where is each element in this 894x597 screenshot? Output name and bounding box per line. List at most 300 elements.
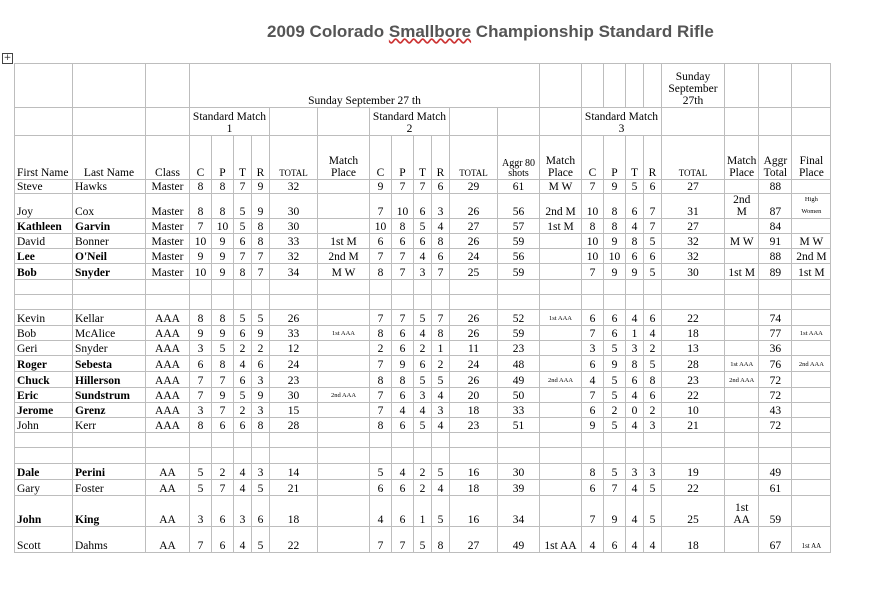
- cell-match-total: 18: [450, 403, 498, 418]
- header-class: Class: [146, 136, 190, 180]
- cell-score: 4: [626, 496, 644, 527]
- cell-match-place: [540, 388, 582, 403]
- header-t3: T: [626, 136, 644, 180]
- empty-cell: [432, 433, 450, 448]
- cell-match-place: [540, 464, 582, 480]
- cell-match-total: 29: [450, 180, 498, 194]
- cell-score: 4: [626, 310, 644, 326]
- cell-match-place: 1st AA: [725, 496, 759, 527]
- cell-final-place: [792, 310, 831, 326]
- empty-cell: [234, 448, 252, 464]
- cell-match-place: [318, 464, 370, 480]
- cell-score: 3: [414, 264, 432, 280]
- cell-aggr-total: 76: [759, 356, 792, 372]
- cell-score: 8: [190, 194, 212, 219]
- cell-match-place: 2nd M: [540, 194, 582, 219]
- cell-score: 6: [626, 194, 644, 219]
- empty-cell: [318, 295, 370, 310]
- cell-match-place: [725, 480, 759, 496]
- cell-score: 6: [604, 527, 626, 553]
- cell-score: 7: [644, 219, 662, 234]
- empty-cell: [725, 295, 759, 310]
- cell-aggr-80: 33: [498, 403, 540, 418]
- cell-class: AAA: [146, 388, 190, 403]
- cell-match-place: [540, 249, 582, 264]
- cell-last-name: Cox: [73, 194, 146, 219]
- cell-class: AAA: [146, 341, 190, 356]
- header-row-date: [15, 64, 831, 108]
- spacer-row: [15, 433, 831, 448]
- header-aggr-80: Aggr 80 shots: [498, 136, 540, 180]
- header-match-3: Standard Match 3: [582, 108, 662, 136]
- cell-aggr-total: 88: [759, 180, 792, 194]
- cell-final-place: High Women: [792, 194, 831, 219]
- cell-score: 3: [414, 388, 432, 403]
- cell-score: 3: [190, 496, 212, 527]
- empty-cell: [759, 295, 792, 310]
- empty-cell: [626, 433, 644, 448]
- cell-match-place: [540, 496, 582, 527]
- header-total-1: TOTAL: [270, 136, 318, 180]
- cell-match-place: M W: [318, 264, 370, 280]
- header-total-2: TOTAL: [450, 136, 498, 180]
- cell-match-total: 14: [270, 464, 318, 480]
- cell-match-place: [318, 194, 370, 219]
- cell-match-place: [540, 356, 582, 372]
- empty-cell: [190, 295, 212, 310]
- cell-match-total: 23: [270, 372, 318, 388]
- empty-cell: [540, 448, 582, 464]
- cell-score: 8: [212, 310, 234, 326]
- cell-match-total: 10: [662, 403, 725, 418]
- cell-aggr-total: 36: [759, 341, 792, 356]
- cell-score: 5: [414, 527, 432, 553]
- cell-score: 2: [212, 464, 234, 480]
- cell-match-place: [725, 326, 759, 341]
- cell-score: 2: [644, 341, 662, 356]
- cell-score: 8: [212, 356, 234, 372]
- cell-score: 6: [234, 372, 252, 388]
- cell-match-place: 1st AAA: [725, 356, 759, 372]
- empty-cell: [626, 295, 644, 310]
- cell-score: 5: [414, 310, 432, 326]
- cell-last-name: King: [73, 496, 146, 527]
- cell-score: 2: [414, 480, 432, 496]
- header-first-name: First Name: [15, 136, 73, 180]
- cell-aggr-80: 59: [498, 234, 540, 249]
- cell-score: 6: [604, 310, 626, 326]
- cell-match-total: 26: [450, 326, 498, 341]
- cell-score: 6: [626, 249, 644, 264]
- cell-match-place: [318, 341, 370, 356]
- cell-match-place: [725, 219, 759, 234]
- cell-final-place: 1st AA: [792, 527, 831, 553]
- cell-score: 4: [432, 418, 450, 433]
- cell-aggr-80: 50: [498, 388, 540, 403]
- cell-score: 8: [190, 310, 212, 326]
- cell-aggr-total: 72: [759, 372, 792, 388]
- cell-score: 8: [370, 372, 392, 388]
- cell-score: 6: [644, 180, 662, 194]
- cell-score: 5: [234, 310, 252, 326]
- cell-score: 7: [392, 264, 414, 280]
- cell-match-place: 2nd AAA: [540, 372, 582, 388]
- cell-score: 9: [252, 388, 270, 403]
- cell-score: 9: [252, 180, 270, 194]
- empty-cell: [644, 448, 662, 464]
- cell-match-total: 26: [450, 310, 498, 326]
- cell-score: 9: [212, 326, 234, 341]
- table-row: [15, 372, 831, 388]
- header-date: Sunday September 27 th: [190, 64, 540, 108]
- cell-score: 4: [414, 326, 432, 341]
- empty-cell: [792, 433, 831, 448]
- cell-match-total: 30: [270, 194, 318, 219]
- cell-score: 7: [190, 388, 212, 403]
- cell-score: 4: [626, 480, 644, 496]
- cell-score: 3: [190, 403, 212, 418]
- cell-match-place: [540, 234, 582, 249]
- empty-cell: [604, 295, 626, 310]
- cell-score: 8: [626, 356, 644, 372]
- cell-class: AA: [146, 464, 190, 480]
- cell-match-place: [318, 496, 370, 527]
- cell-score: 6: [582, 480, 604, 496]
- cell-score: 6: [234, 418, 252, 433]
- cell-score: 4: [432, 219, 450, 234]
- cell-score: 9: [212, 234, 234, 249]
- cell-score: 6: [432, 249, 450, 264]
- cell-aggr-total: 61: [759, 480, 792, 496]
- title-part-3: Championship Standard Rifle: [471, 22, 714, 41]
- cell-score: 4: [626, 388, 644, 403]
- cell-score: 6: [432, 180, 450, 194]
- empty-cell: [604, 433, 626, 448]
- cell-aggr-total: 87: [759, 194, 792, 219]
- header-r3: R: [644, 136, 662, 180]
- spacer-row: [15, 448, 831, 464]
- empty-cell: [604, 280, 626, 295]
- cell-score: 5: [414, 418, 432, 433]
- cell-score: 8: [190, 180, 212, 194]
- cell-first-name: Scott: [15, 527, 73, 553]
- cell-score: 4: [234, 527, 252, 553]
- cell-score: 5: [252, 480, 270, 496]
- cell-score: 0: [626, 403, 644, 418]
- cell-score: 4: [644, 326, 662, 341]
- cell-match-place: 1st M: [540, 219, 582, 234]
- cell-aggr-80: 56: [498, 194, 540, 219]
- cell-score: 5: [644, 496, 662, 527]
- cell-score: 2: [432, 356, 450, 372]
- empty-cell: [644, 280, 662, 295]
- cell-score: 6: [626, 372, 644, 388]
- cell-score: 5: [234, 388, 252, 403]
- empty-cell: [15, 433, 73, 448]
- table-row: [15, 388, 831, 403]
- cell-score: 9: [190, 249, 212, 264]
- cell-score: 6: [392, 341, 414, 356]
- header-date-right: Sunday September 27th: [662, 64, 725, 108]
- cell-score: 7: [392, 310, 414, 326]
- cell-score: 5: [234, 194, 252, 219]
- cell-score: 8: [604, 194, 626, 219]
- cell-first-name: Bob: [15, 264, 73, 280]
- cell-score: 4: [644, 527, 662, 553]
- title-part-1: 2009 Colorado: [267, 22, 389, 41]
- cell-aggr-total: 59: [759, 496, 792, 527]
- cell-last-name: Sundstrum: [73, 388, 146, 403]
- empty-cell: [15, 295, 73, 310]
- cell-score: 7: [582, 496, 604, 527]
- cell-score: 1: [626, 326, 644, 341]
- cell-score: 5: [432, 496, 450, 527]
- cell-score: 4: [234, 356, 252, 372]
- cell-match-total: 18: [450, 480, 498, 496]
- cell-score: 5: [234, 219, 252, 234]
- cell-score: 8: [252, 219, 270, 234]
- cell-aggr-80: 49: [498, 372, 540, 388]
- header-match-place-3: Match Place: [725, 136, 759, 180]
- cell-match-total: 18: [662, 527, 725, 553]
- cell-score: 6: [582, 356, 604, 372]
- cell-first-name: Eric: [15, 388, 73, 403]
- table-row: [15, 496, 831, 527]
- cell-final-place: [792, 219, 831, 234]
- cell-class: AAA: [146, 418, 190, 433]
- cell-score: 3: [252, 403, 270, 418]
- cell-match-place: [318, 310, 370, 326]
- cell-class: Master: [146, 264, 190, 280]
- table-row: [15, 194, 831, 219]
- cell-score: 8: [370, 264, 392, 280]
- cell-match-total: 21: [662, 418, 725, 433]
- title-part-2: Smallbore: [388, 22, 472, 41]
- cell-final-place: [792, 418, 831, 433]
- empty-cell: [146, 280, 190, 295]
- cell-match-total: 32: [270, 249, 318, 264]
- cell-score: 2: [234, 341, 252, 356]
- cell-match-total: 28: [270, 418, 318, 433]
- cell-match-total: 30: [662, 264, 725, 280]
- cell-match-place: [318, 403, 370, 418]
- cell-match-total: 11: [450, 341, 498, 356]
- cell-match-place: [318, 356, 370, 372]
- empty-cell: [212, 433, 234, 448]
- cell-score: 6: [582, 310, 604, 326]
- empty-cell: [392, 280, 414, 295]
- cell-score: 7: [190, 372, 212, 388]
- cell-match-place: [540, 418, 582, 433]
- cell-match-total: 16: [450, 464, 498, 480]
- header-r1: R: [252, 136, 270, 180]
- cell-score: 6: [234, 326, 252, 341]
- cell-first-name: David: [15, 234, 73, 249]
- cell-score: 7: [252, 264, 270, 280]
- cell-aggr-total: 72: [759, 418, 792, 433]
- cell-class: AAA: [146, 403, 190, 418]
- empty-cell: [73, 448, 146, 464]
- cell-aggr-total: 49: [759, 464, 792, 480]
- cell-score: 6: [392, 418, 414, 433]
- cell-score: 6: [392, 480, 414, 496]
- cell-first-name: Kathleen: [15, 219, 73, 234]
- cell-score: 10: [582, 249, 604, 264]
- cell-score: 10: [190, 264, 212, 280]
- cell-first-name: Joy: [15, 194, 73, 219]
- cell-score: 2: [370, 341, 392, 356]
- cell-score: 6: [234, 234, 252, 249]
- empty-cell: [662, 448, 725, 464]
- cell-aggr-80: 56: [498, 249, 540, 264]
- cell-score: 8: [190, 418, 212, 433]
- cell-first-name: Roger: [15, 356, 73, 372]
- cell-first-name: Dale: [15, 464, 73, 480]
- cell-final-place: [792, 403, 831, 418]
- empty-cell: [270, 280, 318, 295]
- cell-score: 6: [370, 234, 392, 249]
- cell-score: 7: [370, 194, 392, 219]
- cell-match-place: [540, 326, 582, 341]
- cell-match-total: 15: [270, 403, 318, 418]
- cell-score: 7: [582, 264, 604, 280]
- cell-match-total: 32: [662, 249, 725, 264]
- cell-score: 3: [432, 403, 450, 418]
- cell-score: 4: [234, 480, 252, 496]
- cell-score: 4: [432, 388, 450, 403]
- cell-score: 5: [212, 341, 234, 356]
- cell-score: 1: [414, 496, 432, 527]
- cell-final-place: 2nd M: [792, 249, 831, 264]
- empty-cell: [212, 448, 234, 464]
- cell-match-place: 2nd M: [318, 249, 370, 264]
- cell-last-name: Garvin: [73, 219, 146, 234]
- cell-score: 6: [212, 527, 234, 553]
- header-t1: T: [234, 136, 252, 180]
- header-c1: C: [190, 136, 212, 180]
- cell-match-total: 31: [662, 194, 725, 219]
- cell-aggr-total: 67: [759, 527, 792, 553]
- cell-score: 6: [252, 496, 270, 527]
- empty-cell: [252, 433, 270, 448]
- spacer-row: [15, 280, 831, 295]
- cell-class: AA: [146, 496, 190, 527]
- cell-score: 3: [644, 418, 662, 433]
- cell-score: 8: [644, 372, 662, 388]
- cell-class: Master: [146, 180, 190, 194]
- cell-match-place: [725, 418, 759, 433]
- cell-aggr-total: 72: [759, 388, 792, 403]
- cell-match-place: 2nd AAA: [318, 388, 370, 403]
- header-t2: T: [414, 136, 432, 180]
- cell-score: 7: [370, 249, 392, 264]
- cell-match-place: [725, 310, 759, 326]
- empty-cell: [582, 448, 604, 464]
- cell-score: 4: [582, 527, 604, 553]
- empty-cell: [662, 295, 725, 310]
- cell-match-total: 21: [270, 480, 318, 496]
- empty-cell: [644, 433, 662, 448]
- table-row: [15, 219, 831, 234]
- cell-score: 10: [392, 194, 414, 219]
- empty-cell: [73, 280, 146, 295]
- cell-match-total: 20: [450, 388, 498, 403]
- cell-match-total: 34: [270, 264, 318, 280]
- cell-score: 8: [432, 326, 450, 341]
- cell-aggr-80: 48: [498, 356, 540, 372]
- table-row: [15, 264, 831, 280]
- empty-cell: [318, 433, 370, 448]
- empty-cell: [498, 433, 540, 448]
- cell-first-name: Geri: [15, 341, 73, 356]
- empty-cell: [212, 295, 234, 310]
- empty-cell: [414, 433, 432, 448]
- cell-class: AAA: [146, 356, 190, 372]
- cell-match-place: M W: [725, 234, 759, 249]
- cell-score: 7: [370, 527, 392, 553]
- cell-last-name: Kerr: [73, 418, 146, 433]
- cell-score: 10: [582, 234, 604, 249]
- empty-cell: [540, 280, 582, 295]
- cell-first-name: Jerome: [15, 403, 73, 418]
- empty-cell: [252, 280, 270, 295]
- header-c3: C: [582, 136, 604, 180]
- empty-cell: [414, 448, 432, 464]
- cell-aggr-80: 59: [498, 264, 540, 280]
- header-p2: P: [392, 136, 414, 180]
- empty-cell: [792, 280, 831, 295]
- cell-match-place: 2nd AAA: [725, 372, 759, 388]
- cell-match-total: 33: [270, 326, 318, 341]
- cell-class: AAA: [146, 310, 190, 326]
- cell-match-place: [540, 403, 582, 418]
- empty-cell: [73, 295, 146, 310]
- cell-match-total: 30: [270, 219, 318, 234]
- table-move-handle-icon[interactable]: +: [3, 53, 12, 63]
- empty-cell: [725, 433, 759, 448]
- cell-score: 4: [626, 418, 644, 433]
- cell-score: 7: [370, 403, 392, 418]
- empty-cell: [432, 295, 450, 310]
- cell-score: 7: [392, 180, 414, 194]
- cell-aggr-total: 84: [759, 219, 792, 234]
- cell-score: 5: [604, 418, 626, 433]
- table-row: [15, 234, 831, 249]
- cell-match-place: [318, 418, 370, 433]
- cell-score: 4: [626, 219, 644, 234]
- cell-score: 5: [644, 480, 662, 496]
- empty-cell: [498, 295, 540, 310]
- cell-match-total: 27: [450, 219, 498, 234]
- cell-score: 6: [392, 496, 414, 527]
- cell-aggr-80: 30: [498, 464, 540, 480]
- cell-aggr-total: 88: [759, 249, 792, 264]
- cell-class: Master: [146, 234, 190, 249]
- cell-aggr-80: 34: [498, 496, 540, 527]
- cell-last-name: McAlice: [73, 326, 146, 341]
- cell-score: 5: [252, 527, 270, 553]
- cell-final-place: [792, 496, 831, 527]
- cell-match-total: 23: [662, 372, 725, 388]
- empty-cell: [370, 280, 392, 295]
- cell-match-total: 25: [450, 264, 498, 280]
- header-last-name: Last Name: [73, 136, 146, 180]
- cell-score: 7: [370, 356, 392, 372]
- cell-score: 8: [392, 372, 414, 388]
- empty-cell: [190, 280, 212, 295]
- cell-aggr-80: 39: [498, 480, 540, 496]
- cell-match-place: [318, 180, 370, 194]
